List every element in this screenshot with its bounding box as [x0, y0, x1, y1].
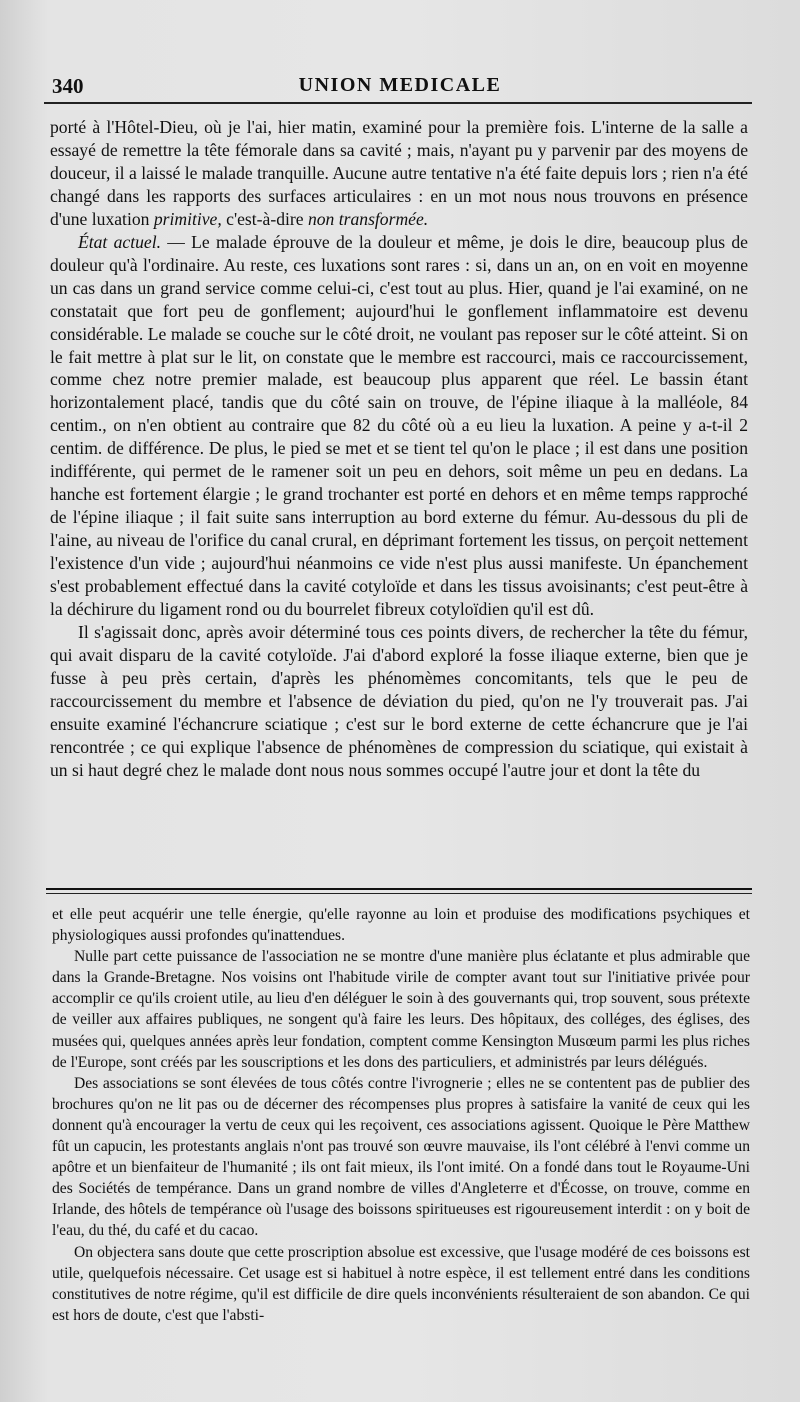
section-lead: État actuel. — [78, 231, 161, 252]
paragraph: Il s'agissait donc, après avoir déterminé tous ces points divers, de rechercher la tête du fémur, qui avait disparu de la cavité cotyloïde. J'ai d'abord exploré la fosse iliaque externe, bien que je fusse à peu près certain, d'après les phénomèmes concomitants, tels que le peu de raccourcissement du membre et l'absence de déviation du pied, qu'on ne l'y trouverait pas. J'ai ensuite examiné l'échancrure sciatique ; c'est sur le bord externe de cette échancrure que je l'ai rencontrée ; ce qui explique l'absence de phénomènes de compression du sciatique, qui existait à un si haut degré chez le malade dont nous nous sommes occupé l'autre jour et dont la tête du — [50, 621, 748, 780]
paragraph: porté à l'Hôtel-Dieu, où je l'ai, hier matin, examiné pour la première fois. L'interne de la salle a essayé de remettre la tête fémorale dans sa cavité ; mais, n'ayant pu y parvenir par des moyens de douceur, il a laissé le malade tranquille. Aucune autre tentative n'a été faite depuis lors ; rien n'a été changé dans les rapports des surfaces articulaires : en un mot nous nous trouvons en présence d'une luxation primitive, c'est-à-dire non transformée. — [50, 117, 748, 229]
main-text — [50, 116, 748, 782]
paragraph: Nulle part cette puissance de l'association ne se montre d'une manière plus éclatante et plus admirable que dans la Grande-Bretagne. Nos voisins ont l'habitude virile de compter avant tout sur l'initiative privée pour accomplir ce qu'ils croient utile, au lieu d'en déléguer le soin à des gouvernants qui, trop souvent, sous prétexte de veiller aux affaires publiques, ne songent qu'à faire les leurs. Des hôpitaux, des colléges, des églises, des musées qui, quelques années après leur fondation, comptent comme Kensington Musœum parmi les plus riches de l'Europe, sont créés par les souscriptions et les dons des particuliers, et administrés par leurs délégués. — [52, 948, 750, 1071]
paragraph: et elle peut acquérir une telle énergie, qu'elle rayonne au loin et produise des modifications psychiques et physiologiques aussi profondes qu'inattendues. — [52, 906, 750, 945]
page-header — [0, 74, 800, 100]
paragraph: On objectera sans doute que cette proscription absolue est excessive, que l'usage modéré de ces boissons est utile, quelquefois nécessaire. Cet usage est si habituel à notre espèce, il est tellement entré dans les conditions constitutives de notre régime, qu'il est difficile de dire quels inconvénients résulteraient de son abandon. Ce qui est hors de doute, c'est que l'absti- — [52, 1243, 750, 1324]
feuilleton-text — [52, 904, 750, 1326]
header-rule — [44, 102, 752, 104]
emphasis-primitive: primitive, — [153, 208, 222, 229]
running-title: UNION MEDICALE — [298, 74, 502, 96]
paragraph-etat-actuel: État actuel. — Le malade éprouve de la douleur et même, je dois le dire, beaucoup plus de douleur qu'à l'ordinaire. Au reste, ces luxations sont rares : si, dans un an, on en voit en moyenne un cas dans un grand service comme celui-ci, c'est tout au plus. Hier, quand je l'ai examiné, on ne constatait que fort peu de gonflement; aujourd'hui le gonflement inflammatoire est devenu considérable. Le malade se couche sur le côté droit, ne voulant pas reposer sur le côté atteint. Si on le fait mettre à plat sur le lit, on constate que le membre est raccourci, mais ce raccourcissement, comme chez notre premier malade, est beaucoup plus apparent que réel. Le bassin étant horizontalement placé, tandis que du côté sain on trouve, de l'épine iliaque à la malléole, 84 centim., on n'en obtient au contraire que 82 du côté où a eu lieu la luxation. A peine y a-t-il 2 centim. de différence. De plus, le pied se met et se tient tel qu'on le place ; il est dans une position indifférente, qui permet de le ramener soit un peu en dehors, soit même un peu en dedans. La hanche est fortement élargie ; le grand trochanter est porté en dehors et en même temps rapproché de l'épine iliaque ; il fait suite sans interruption au bord externe du fémur. Au-dessous du pli de l'aine, au niveau de l'orifice du canal crural, en déprimant fortement les tissus, on perçoit nettement l'existence d'un vide ; aujourd'hui néanmoins ce vide n'est plus aussi manifeste. Un épanchement s'est probablement effectué dans la cavité cotyloïde et dans les tissus avoisinants; c'est peut-être à la déchirure du ligament rond ou du bourrelet fibreux cotyloïdien qu'il est dû. — [50, 231, 748, 620]
feuilleton-divider — [46, 888, 752, 894]
emphasis-non-transformee: non transformée. — [307, 208, 429, 229]
page-number: 340 — [52, 74, 84, 98]
paragraph: Des associations se sont élevées de tous côtés contre l'ivrognerie ; elles ne se contentent pas de publier des brochures qu'on ne lit pas ou de décerner des récompenses plus propres à satisfaire la vanité de ceux qui les donnent qu'à encourager la vertu de ceux qui les reçoivent, ces associations agissent. Quoique le Père Matthew fût un capucin, les protestants anglais n'ont pas trouvé son œuvre mauvaise, ils l'ont célébré à l'envi comme un apôtre et un bienfaiteur de l'humanité ; ils ont fait mieux, ils l'ont imité. On a fondé dans tout le Royaume-Uni des Sociétés de tempérance. Dans un grand nombre de villes d'Angleterre et d'Écosse, on trouve, comme en Irlande, des hôtels de tempérance où l'usage des boissons spiritueuses est rigoureusement interdit : on y boit de l'eau, du thé, du café et du cacao. — [52, 1074, 750, 1240]
